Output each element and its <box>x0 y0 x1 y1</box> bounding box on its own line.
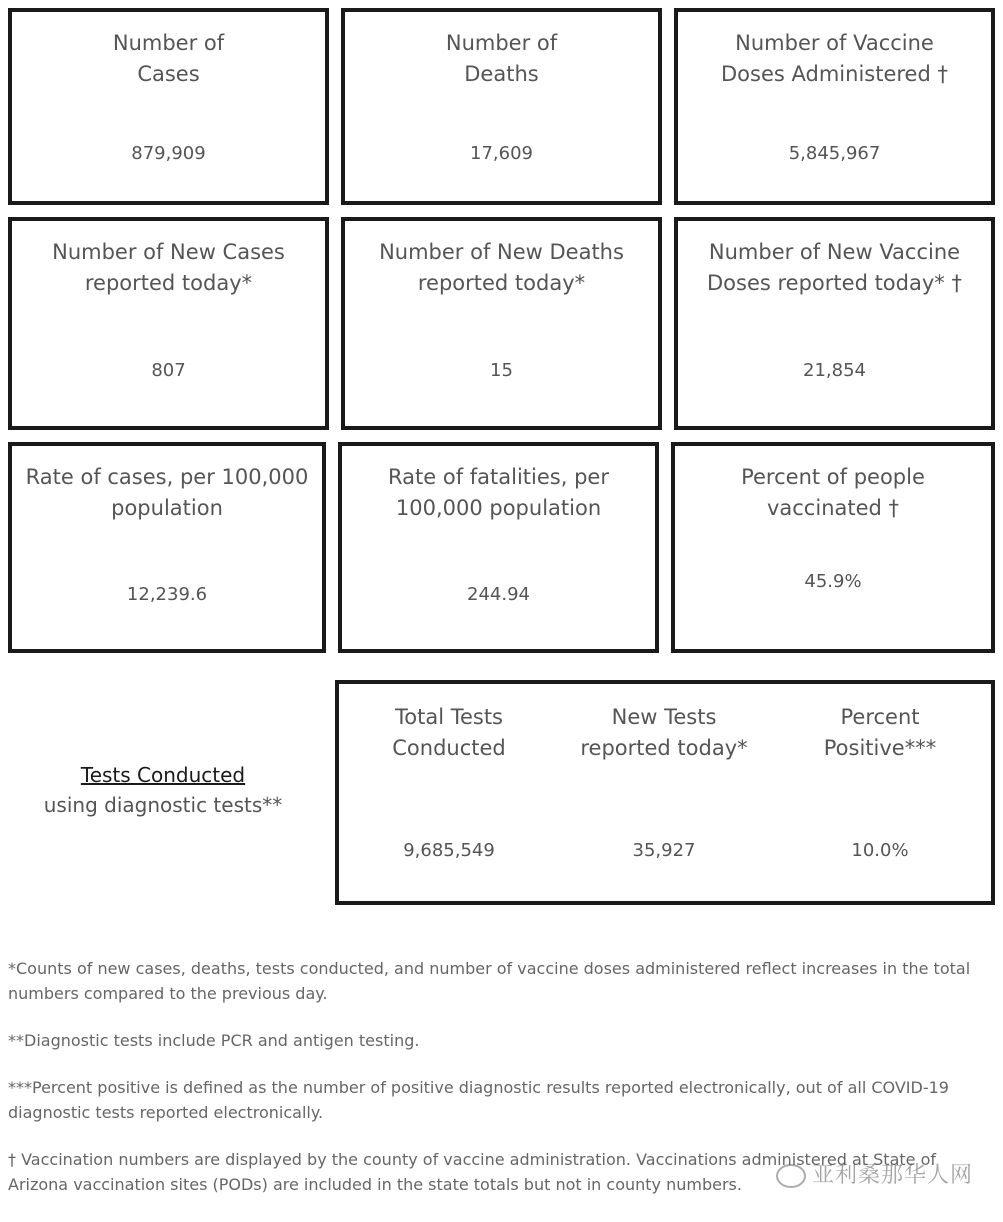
new-cases-value: 807 <box>151 360 186 381</box>
new-deaths-title: Number of New Deaths reported today* <box>379 240 624 295</box>
vaccine-doses-card <box>674 8 995 205</box>
new-tests-title: New Tests reported today* <box>580 705 748 760</box>
footnote-diagnostic-tests: **Diagnostic tests include PCR and antigen testing. <box>8 1031 420 1050</box>
total-tests-column <box>344 702 554 882</box>
cases-value: 879,909 <box>131 143 206 164</box>
new-deaths-card <box>341 217 662 430</box>
percent-positive-value: 10.0% <box>851 840 909 861</box>
deaths-card <box>341 8 662 205</box>
fatality-rate-title: Rate of fatalities, per 100,000 population <box>388 465 609 520</box>
total-tests-title: Total Tests Conducted <box>392 705 506 760</box>
new-vaccine-doses-title: Number of New Vaccine Doses reported today* † <box>707 240 962 295</box>
tests-heading: Tests Conducted <box>80 763 246 787</box>
total-tests-value: 9,685,549 <box>403 840 495 861</box>
new-vaccine-doses-value: 21,854 <box>803 360 866 381</box>
vaccine-doses-value: 5,845,967 <box>788 143 881 164</box>
percent-positive-column <box>775 702 985 882</box>
new-tests-value: 35,927 <box>632 840 696 861</box>
fatality-rate-card <box>338 442 659 653</box>
watermark-text: 亚利桑那华人网 <box>811 1163 973 1188</box>
watermark <box>776 1158 973 1189</box>
new-cases-title: Number of New Cases reported today* <box>52 240 285 295</box>
tests-section-label <box>8 760 318 820</box>
footnote-vaccination: † Vaccination numbers are displayed by the county of vaccine administration. Vaccinations administered at State of Arizona vaccination sites (PODs) are included in the state totals but not in county numbers. <box>8 1150 936 1194</box>
wechat-icon <box>776 1164 806 1188</box>
footnote-new-counts: *Counts of new cases, deaths, tests conducted, and number of vaccine doses administered reflect increases in the total numbers compared to the previous day. <box>8 959 971 1003</box>
percent-vaccinated-value: 45.9% <box>804 571 862 592</box>
deaths-title: Number of Deaths <box>445 31 558 86</box>
percent-vaccinated-card <box>671 442 995 653</box>
vaccine-doses-title: Number of Vaccine Doses Administered † <box>721 31 948 86</box>
percent-positive-title: Percent Positive*** <box>823 705 937 760</box>
percent-vaccinated-title: Percent of people vaccinated † <box>741 465 925 520</box>
tests-card <box>335 680 995 905</box>
deaths-value: 17,609 <box>470 143 533 164</box>
case-rate-value: 12,239.6 <box>126 584 208 605</box>
cases-title: Number of Cases <box>112 31 225 86</box>
fatality-rate-value: 244.94 <box>467 584 530 605</box>
new-cases-card <box>8 217 329 430</box>
case-rate-card <box>8 442 326 653</box>
cases-card <box>8 8 329 205</box>
new-vaccine-doses-card <box>674 217 995 430</box>
new-deaths-value: 15 <box>490 360 513 381</box>
tests-subheading: using diagnostic tests** <box>43 793 283 817</box>
new-tests-column <box>559 702 769 882</box>
case-rate-title: Rate of cases, per 100,000 population <box>25 465 309 520</box>
footnote-percent-positive: ***Percent positive is defined as the number of positive diagnostic results reported electronically, out of all COVID-19 diagnostic tests reported electronically. <box>8 1078 949 1122</box>
